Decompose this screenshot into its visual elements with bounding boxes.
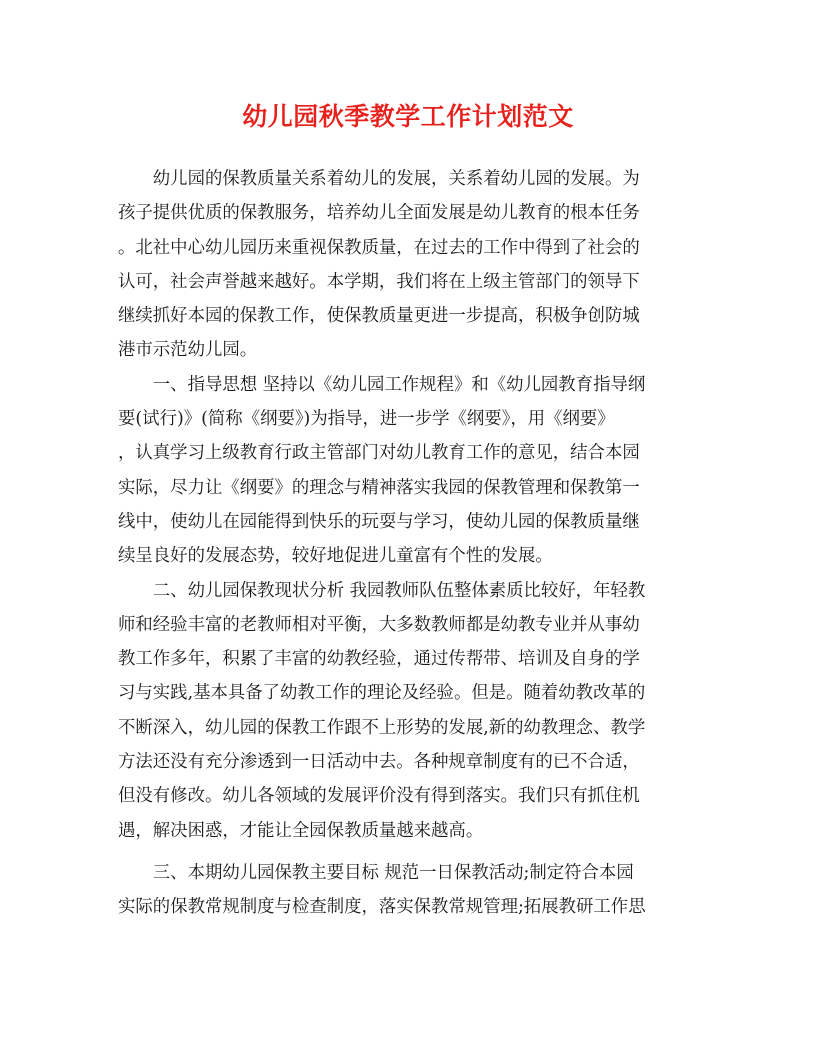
- body-line: 港市示范幼儿园。: [118, 340, 258, 361]
- document-title: 幼儿园秋季教学工作计划范文: [242, 102, 574, 131]
- document-body: [118, 162, 692, 925]
- body-line: 师和经验丰富的老教师相对平衡，大多数教师都是幼教专业并从事幼: [118, 614, 640, 635]
- body-line: 方法还没有充分渗透到一日活动中去。各种规章制度有的已不合适，: [118, 752, 640, 773]
- body-line: 认可，社会声誉越来越好。本学期，我们将在上级主管部门的领导下: [118, 271, 640, 292]
- body-line: 继续抓好本园的保教工作，使保教质量更进一步提高，积极争创防城: [118, 306, 640, 327]
- body-line: 但没有修改。幼儿各领域的发展评价没有得到落实。我们只有抓住机: [118, 786, 640, 807]
- body-line: 三、本期幼儿园保教主要目标 规范一日保教活动;制定符合本园: [118, 862, 634, 883]
- body-line: 续呈良好的发展态势，较好地促进儿童富有个性的发展。: [118, 546, 553, 567]
- body-line: 要(试行)》(简称《纲要》)为指导，进一步学《纲要》，用《纲要》: [118, 409, 615, 430]
- body-line: 二、幼儿园保教现状分析 我园教师队伍整体素质比较好，年轻教: [118, 580, 646, 601]
- body-line: 孩子提供优质的保教服务，培养幼儿全面发展是幼儿教育的根本任务: [118, 203, 640, 224]
- body-line: 。北社中心幼儿园历来重视保教质量，在过去的工作中得到了社会的: [118, 237, 640, 258]
- body-line: 习与实践,基本具备了幼教工作的理论及经验。但是。随着幼教改革的: [118, 683, 646, 704]
- body-line: 实际，尽力让《纲要》的理念与精神落实我园的保教管理和保教第一: [118, 477, 640, 498]
- body-line: 线中，使幼儿在园能得到快乐的玩耍与学习，使幼儿园的保教质量继: [118, 511, 640, 532]
- body-line: 一、指导思想 坚持以《幼儿园工作规程》和《幼儿园教育指导纲: [118, 374, 646, 395]
- body-line: 幼儿园的保教质量关系着幼儿的发展，关系着幼儿园的发展。为: [118, 169, 640, 189]
- body-line: 教工作多年，积累了丰富的幼教经验，通过传帮带、培训及自身的学: [118, 649, 640, 670]
- body-line: ，认真学习上级教育行政主管部门对幼儿教育工作的意见，结合本园: [118, 443, 640, 464]
- body-line: 实际的保教常规制度与检查制度，落实保教常规管理;拓展教研工作思: [118, 897, 646, 918]
- body-line: 遇，解决困惑，才能让全园保教质量越来越高。: [118, 820, 484, 841]
- body-line: 不断深入，幼儿园的保教工作跟不上形势的发展,新的幼教理念、教学: [118, 717, 646, 738]
- paragraph-gap: [118, 848, 692, 856]
